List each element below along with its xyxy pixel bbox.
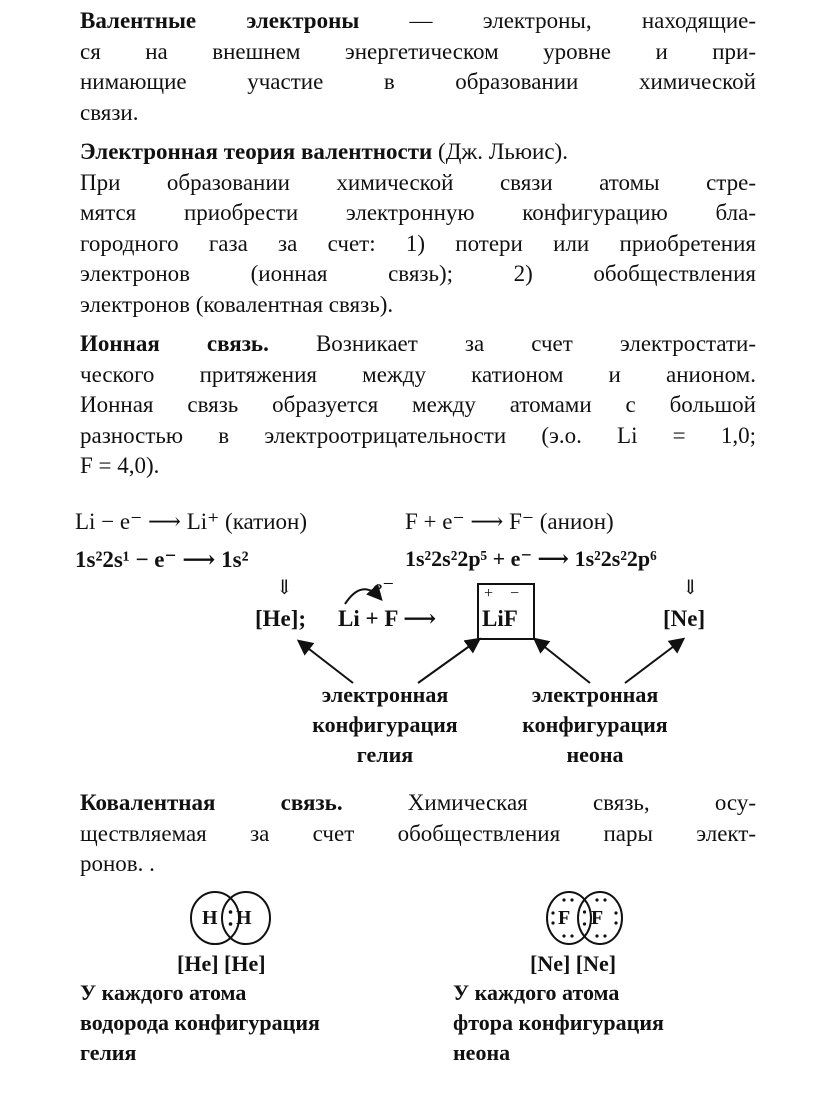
label-helium-configuration: электронная конфигурация гелия (312, 682, 458, 767)
down-arrow-icon: ⇓ (276, 577, 293, 599)
covalent-bond-paragraph (80, 788, 756, 880)
arrow-to-he (300, 642, 353, 683)
fluorine-configuration-equation: 1s²2s²2p⁵ + e⁻ ⟶ 1s²2s²2p⁶ (405, 546, 657, 571)
reaction-equation: Li + F ⟶ (338, 606, 437, 631)
text-line (80, 849, 756, 880)
line-text: ронов. . (80, 851, 155, 876)
f2-caption: У каждого атома фтора конфигурация неона (453, 980, 664, 1065)
line-text: городного газа за счет: 1) потери или приобретения (80, 230, 756, 256)
line-text: (Дж. Льюис). (432, 139, 568, 164)
helium-configuration: [He]; (255, 606, 307, 631)
line-text: — электроны, находящие- (359, 8, 756, 33)
lithium-ionization-equation: Li − e⁻ ⟶ Li⁺ (катион) (75, 509, 307, 534)
fluorine-reduction-equation: F + e⁻ ⟶ F⁻ (анион) (405, 509, 614, 534)
line-text: разностью в электроотрицательности (э.о. Li = 1,0; (80, 422, 756, 448)
line-text: При образовании химической связи атомы стре- (80, 169, 756, 195)
text-line (80, 819, 756, 850)
line-text: электронов (ковалентная связь). (80, 291, 394, 317)
text-line (80, 788, 756, 819)
arrow-to-li (418, 640, 478, 683)
line-text: ществляемая за счет обобществления пары элект- (80, 820, 756, 846)
electron-label: e⁻ (372, 575, 395, 600)
line-text: мятся приобрести электронную конфигурацию бла- (80, 200, 756, 225)
f2-configuration: [Ne] [Ne] (530, 951, 617, 976)
line-text: Химическая связь, осу- (342, 790, 756, 815)
arrow-to-f (536, 640, 590, 683)
label-neon-configuration: электронная конфигурация неона (522, 682, 668, 767)
neon-configuration: [Ne] (663, 606, 706, 631)
line-text: ся на внешнем энергетическом уровне и при- (80, 38, 756, 64)
term-heading: Ионная связь. (80, 331, 269, 356)
line-text: ческого притяжения между катионом и анионом. (80, 361, 756, 387)
electron-transfer-arrow (345, 589, 380, 604)
line-text: электронов (ионная связь); 2) обобществления (80, 261, 756, 286)
down-arrow-icon: ⇓ (682, 577, 699, 599)
f-atom-left: F (558, 907, 571, 929)
f-atom-right: F (591, 907, 604, 929)
lithium-configuration-equation: 1s²2s¹ − e⁻ ⟶ 1s² (75, 547, 249, 572)
minus-charge: − (510, 585, 520, 602)
line-text: F = 4,0). (80, 453, 160, 478)
plus-charge: + (484, 585, 494, 602)
term-heading: Электронная теория валентности (80, 139, 433, 164)
h2-configuration: [He] [He] (177, 951, 266, 976)
arrow-to-ne (625, 640, 682, 683)
product-lif: LiF (482, 606, 518, 631)
term-heading: Валентные электроны (80, 8, 360, 33)
h-atom-right: H (236, 907, 252, 929)
h-atom-left: H (202, 907, 218, 929)
line-text: Возникает за счет электростати- (268, 331, 756, 356)
line-text: нимающие участие в образовании химической (80, 69, 756, 94)
line-text: Ионная связь образуется между атомами с большой (80, 392, 756, 417)
line-text: связи. (80, 99, 139, 125)
term-heading: Ковалентная связь. (80, 790, 343, 815)
h2-caption: У каждого атома водорода конфигурация гелия (80, 980, 320, 1065)
